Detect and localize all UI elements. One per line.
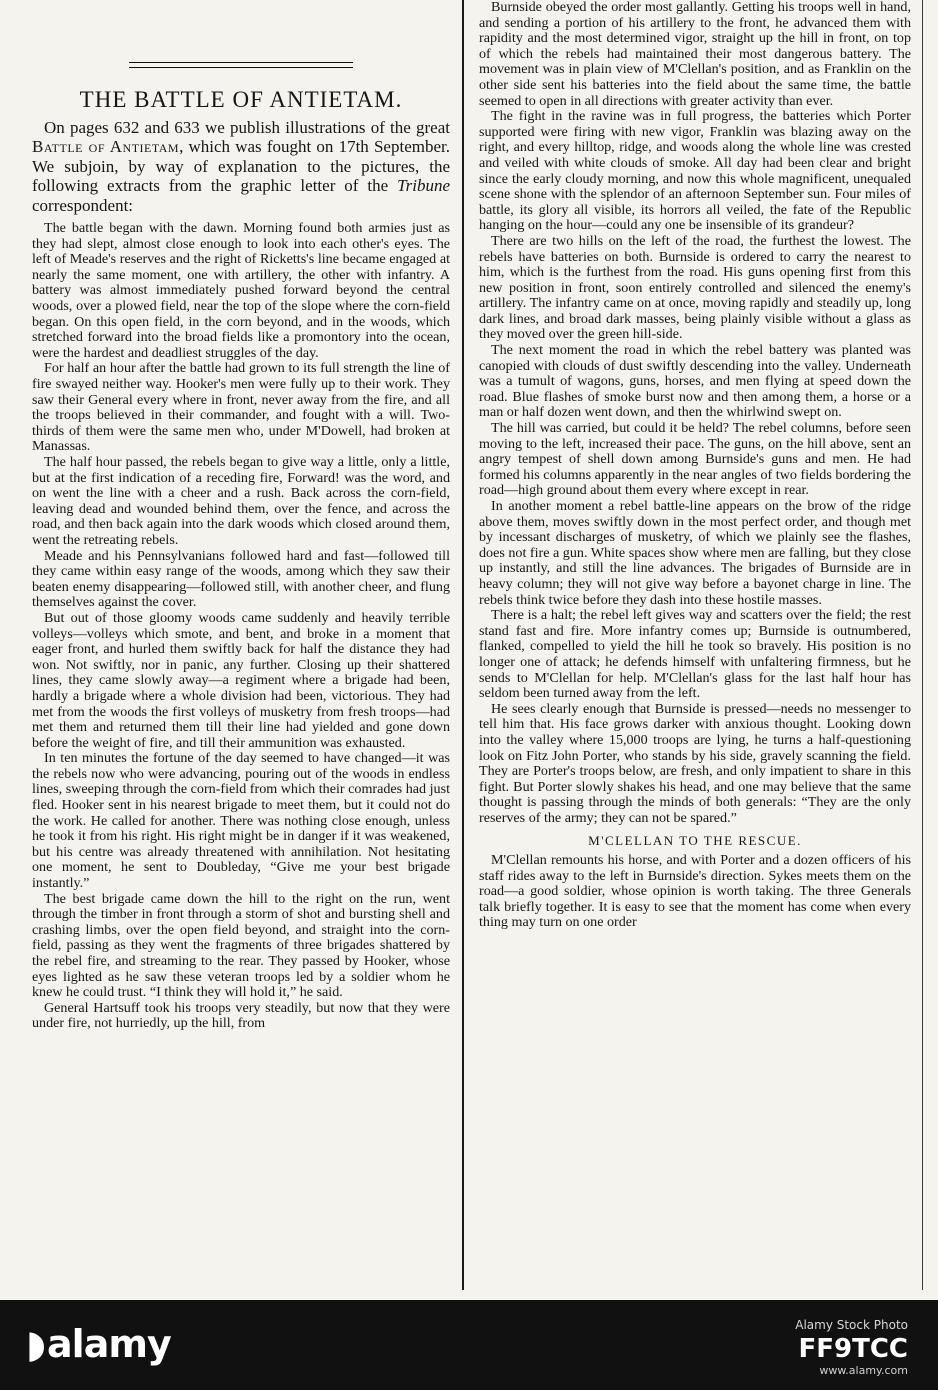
- paragraph: He sees clearly enough that Burnside is pressed—needs no messenger to tell him that. His face grows darker with anxious thought. Looking down into the valley where 15,000 troops are lying, he turns a half-questioning look on Fitz John Porter, who stands by his side, gravely scanning the field. They are Porter's troops below, are fresh, and only impatient to share in this fight. But Porter slowly shakes his head, and one may believe that the same thought is passing through the minds of both generals: “They are the only reserves of the army; they can not be spared.”: [479, 700, 911, 826]
- title-rule: [129, 62, 353, 68]
- article-intro: [32, 118, 450, 216]
- alamy-a-icon: ◗: [26, 1322, 46, 1366]
- paragraph: The battle began with the dawn. Morning found both armies just as they had slept, almost close enough to look into each other's eyes. The left of Meade's reserves and the right of Ricketts's line became engaged at nearly the same moment, one with artillery, the other with infantry. A battery was almost immediately pushed forward beyond the central woods, over a plowed field, near the top of the slope where the corn-field began. On this open field, in the corn beyond, and in the woods, which stretched forward into the broad fields like a promontory into the ocean, were the hardest and deadliest struggles of the day.: [32, 220, 450, 361]
- paragraph: The next moment the road in which the rebel battery was planted was canopied with clouds of dust swiftly descending into the valley. Underneath was a tumult of wagons, guns, horses, and men flying at speed down the road. Blue flashes of smoke burst now and then among them, a horse or a man or half dozen went down, and then the whirlwind swept on.: [479, 342, 911, 421]
- image-id-block: [795, 1318, 908, 1364]
- column-divider: [462, 0, 464, 1290]
- right-column: [479, 0, 911, 1292]
- stock-photo-banner: [0, 1300, 938, 1390]
- intro-text-1: On pages 632 and 633 we publish illustrations of the great: [44, 117, 450, 137]
- intro-text-3: correspondent:: [32, 195, 134, 215]
- alamy-logo[interactable]: [26, 1322, 171, 1366]
- paragraph: General Hartsuff took his troops very steadily, but now that they were under fire, not hurriedly, up the hill, from: [32, 999, 450, 1032]
- image-id-label: Alamy Stock Photo: [795, 1318, 908, 1332]
- paragraph: Burnside obeyed the order most gallantly. Getting his troops well in hand, and sending a portion of his artillery to the front, he advanced them with rapidity and the most determined vigor, straight up the hill in front, on top of which the rebels had maintained their most dangerous battery. The movement was in plain view of M'Clellan's position, and as Franklin on the other side sent his batteries into the field about the same time, the battle seemed to open in all directions with greater activity than ever.: [479, 0, 911, 109]
- paragraph: There is a halt; the rebel left gives way and scatters over the field; the rest stand fast and fire. More infantry comes up; Burnside is outnumbered, flanked, compelled to yield the hill he took so bravely. His position is no longer one of attack; he defends himself with unfaltering firmness, but he sends to M'Clellan for help. M'Clellan's glass for the last half hour has seldom been turned away from the left.: [479, 607, 911, 702]
- paragraph: The fight in the ravine was in full progress, the batteries which Porter supported were firing with new vigor, Franklin was blazing away on the right, and every hilltop, ridge, and woods along the whole line was crested and veiled with white clouds of smoke. All day had been clear and bright since the early cloudy morning, and now this whole magnificent, unequaled scene shone with the splendor of an afternoon September sun. Four miles of battle, its glory all visible, its horrors all veiled, the fate of the Republic hanging on the hour—could any one be insensible of its grandeur?: [479, 108, 911, 234]
- image-id-code: FF9TCC: [798, 1334, 908, 1364]
- page-edge-rule: [922, 0, 923, 1290]
- logo-wordmark: alamy: [47, 1322, 171, 1366]
- paragraph: But out of those gloomy woods came suddenly and heavily terrible volleys—volleys which smote, and bent, and broke in a moment that eager front, and hurled them swiftly back for half the distance they had won. Not swiftly, nor in panic, any further. Closing up their shattered lines, they came slowly away—a regiment where a brigade had been, hardly a brigade where a whole division had been, victorious. They had met from the woods the first volleys of musketry from fresh troops—had met them and returned them till their line had yielded and gone down before the weight of fire, and till their ammunition was exhausted.: [32, 609, 450, 751]
- paragraph: For half an hour after the battle had grown to its full strength the line of fire swayed neither way. Hooker's men were fully up to their work. They saw their General every where in front, never away from the fire, and all the troops believed in their commander, and fought with a will. Two-thirds of them were the same men who, under M'Dowell, had broken at Manassas.: [32, 360, 450, 455]
- paragraph: The half hour passed, the rebels began to give way a little, only a little, but at the first indication of a receding fire, Forward! was the word, and on went the line with a cheer and a rush. Back across the corn-field, leaving dead and wounded behind them, over the fence, and across the road, and then back again into the dark woods which closed around them, went the retreating rebels.: [32, 454, 450, 548]
- paragraph: The hill was carried, but could it be held? The rebel columns, before seen moving to the left, increased their pace. The guns, on the hill above, sent an angry tempest of shell down among Burnside's guns and men. He had formed his columns apparently in the near angles of two fields bordering the road—high ground about them every where except in rear.: [479, 420, 911, 499]
- paragraph: M'Clellan remounts his horse, and with Porter and a dozen officers of his staff rides away to the left in Burnside's direction. Sykes meets them on the road—a good soldier, whose opinion is worth taking. The three Generals talk briefly together. It is easy to see that the moment has come when every thing may turn on one order: [479, 852, 911, 931]
- section-subheading: M'CLELLAN TO THE RESCUE.: [588, 833, 802, 849]
- article-title: THE BATTLE OF ANTIETAM.: [79, 87, 403, 112]
- paragraph: Meade and his Pennsylvanians followed hard and fast—followed till they came within easy range of the woods, among which they saw their beaten enemy disappearing—followed still, with another cheer, and flung themselves against the cover.: [32, 547, 450, 611]
- left-column: [32, 0, 450, 1292]
- paragraph: In ten minutes the fortune of the day seemed to have changed—it was the rebels now who were advancing, pouring out of the woods in endless lines, sweeping through the corn-field from which their comrades had just fled. Hooker sent in his nearest brigade to meet them, but it could not do the work. He called for another. There was nothing close enough, unless he took it from his right. His right might be in danger if it was weakened, but his centre was already threatened with annihilation. Not hesitating one moment, he sent to Doubleday, “Give me your best brigade instantly.”: [32, 750, 450, 892]
- paragraph: There are two hills on the left of the road, the furthest the lowest. The rebels have batteries on both. Burnside is ordered to carry the nearest to him, which is the furthest from the road. His guns opening first from this new position in front, soon entirely controlled and silenced the enemy's artillery. The infantry came on at once, moving rapidly and steadily up, long dark lines, and broad dark masses, being plainly visible without a glass as they moved over the green hill-side.: [479, 232, 911, 343]
- stock-url[interactable]: www.alamy.com: [819, 1364, 908, 1377]
- paragraph: The best brigade came down the hill to the right on the run, went through the timber in front through a storm of shot and bursting shell and crashing limbs, over the open field beyond, and straight into the corn-field, passing as they went the fragments of three brigades shattered by the rebel fire, and streaming to the rear. They passed by Hooker, whose eyes lighted as he saw these veteran troops led by a soldier whom he knew he could trust. “I think they will hold it,” he said.: [32, 890, 450, 1001]
- intro-text-2: , which was fought on 17th September. We subjoin, by way of explanation to the pictures, the following extracts from the graphic letter of the: [32, 137, 450, 196]
- intro-smallcaps: Battle of Antietam: [32, 137, 180, 157]
- intro-newspaper-name: Tribune: [397, 176, 450, 196]
- paragraph: In another moment a rebel battle-line appears on the brow of the ridge above them, moves swiftly down in the most perfect order, and though met by incessant discharges of musketry, of which we plainly see the flashes, does not fire a gun. White spaces show where men are falling, but they close up instantly, and still the line advances. The brigades of Burnside are in heavy column; they will not give way before a bayonet charge in line. The rebels think twice before they dash into these hostile masses.: [479, 498, 911, 608]
